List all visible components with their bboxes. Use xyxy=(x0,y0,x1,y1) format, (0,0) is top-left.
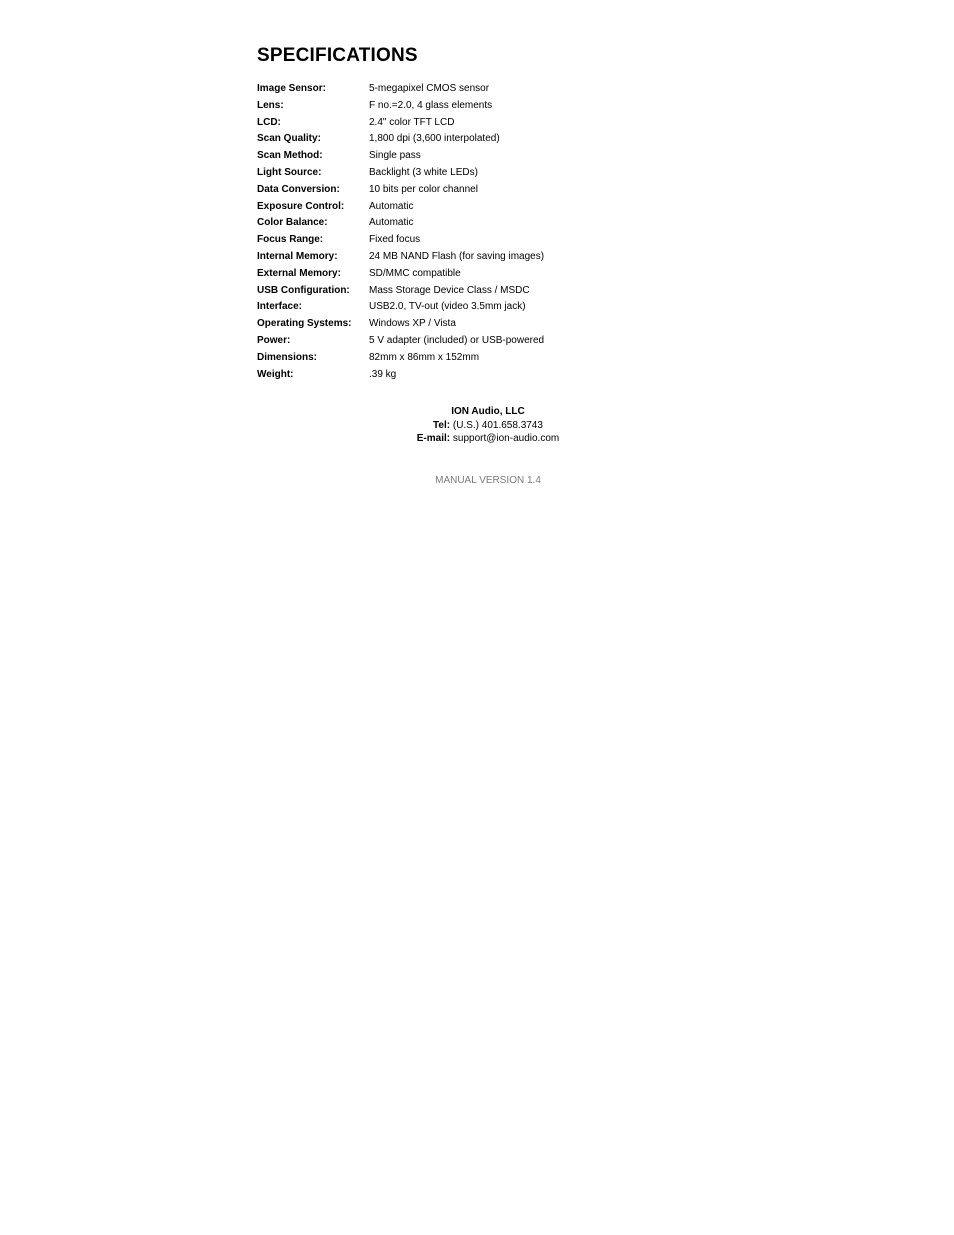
spec-value: 1,800 dpi (3,600 interpolated) xyxy=(369,133,500,145)
spec-value: 5 V adapter (included) or USB-powered xyxy=(369,334,545,346)
spec-value: 24 MB NAND Flash (for saving images) xyxy=(369,250,545,262)
spec-value: 5-megapixel CMOS sensor xyxy=(369,83,490,94)
spec-label: USB Configuration: xyxy=(257,284,350,296)
spec-value: Single pass xyxy=(369,150,421,162)
spec-label: Operating Systems: xyxy=(257,318,352,330)
spec-row xyxy=(257,316,697,333)
spec-value: Automatic xyxy=(369,217,414,229)
spec-label: Scan Quality: xyxy=(257,133,321,145)
contact-block xyxy=(257,405,719,446)
spec-row xyxy=(257,182,697,199)
spec-value: Windows XP / Vista xyxy=(369,318,456,330)
spec-row xyxy=(257,299,697,316)
phone-label: Tel: xyxy=(433,419,451,431)
spec-value: Automatic xyxy=(369,200,414,212)
spec-label: Lens: xyxy=(257,99,284,111)
spec-value: 2.4" color TFT LCD xyxy=(369,116,455,128)
spec-value: 10 bits per color channel xyxy=(369,183,478,195)
spec-label: Weight: xyxy=(257,368,294,380)
spec-row xyxy=(257,249,697,266)
spec-label: Internal Memory: xyxy=(257,250,338,262)
spec-label: Exposure Control: xyxy=(257,200,345,212)
spec-row xyxy=(257,266,697,283)
spec-row xyxy=(257,283,697,300)
specifications-section xyxy=(257,44,697,383)
spec-label: Dimensions: xyxy=(257,351,318,363)
spec-row xyxy=(257,215,697,232)
spec-value: USB2.0, TV-out (video 3.5mm jack) xyxy=(369,301,526,313)
email-address[interactable]: support@ion-audio.com xyxy=(452,433,560,445)
spec-row xyxy=(257,115,697,132)
spec-row xyxy=(257,350,697,367)
spec-value: SD/MMC compatible xyxy=(369,267,461,279)
manual-version: MANUAL VERSION 1.4 xyxy=(435,475,541,486)
spec-value: Backlight (3 white LEDs) xyxy=(369,166,478,178)
spec-label: Color Balance: xyxy=(257,217,328,229)
phone-number: (U.S.) 401.658.3743 xyxy=(452,419,543,431)
spec-row xyxy=(257,333,697,350)
specs-list xyxy=(257,81,697,383)
spec-label: Focus Range: xyxy=(257,234,324,246)
page-title: SPECIFICATIONS xyxy=(257,45,418,66)
spec-label: LCD: xyxy=(257,116,281,128)
spec-row xyxy=(257,81,697,98)
company-name: ION Audio, LLC xyxy=(451,406,525,417)
spec-label: Data Conversion: xyxy=(257,183,340,195)
spec-row xyxy=(257,232,697,249)
spec-row xyxy=(257,98,697,115)
spec-row xyxy=(257,165,697,182)
spec-label: Power: xyxy=(257,334,291,346)
spec-value: Fixed focus xyxy=(369,234,421,246)
email-label: E-mail: xyxy=(416,433,451,445)
spec-value: Mass Storage Device Class / MSDC xyxy=(369,284,530,296)
phone-line xyxy=(257,419,719,433)
spec-value: 82mm x 86mm x 152mm xyxy=(369,351,480,363)
spec-row xyxy=(257,148,697,165)
spec-label: Light Source: xyxy=(257,166,322,178)
email-line xyxy=(257,432,719,446)
spec-row xyxy=(257,199,697,216)
spec-label: Interface: xyxy=(257,301,303,313)
spec-value: .39 kg xyxy=(369,368,397,380)
spec-row xyxy=(257,367,697,384)
spec-value: F no.=2.0, 4 glass elements xyxy=(369,99,493,111)
spec-label: Image Sensor: xyxy=(257,83,326,94)
spec-row xyxy=(257,131,697,148)
spec-label: Scan Method: xyxy=(257,150,323,162)
spec-label: External Memory: xyxy=(257,267,341,279)
